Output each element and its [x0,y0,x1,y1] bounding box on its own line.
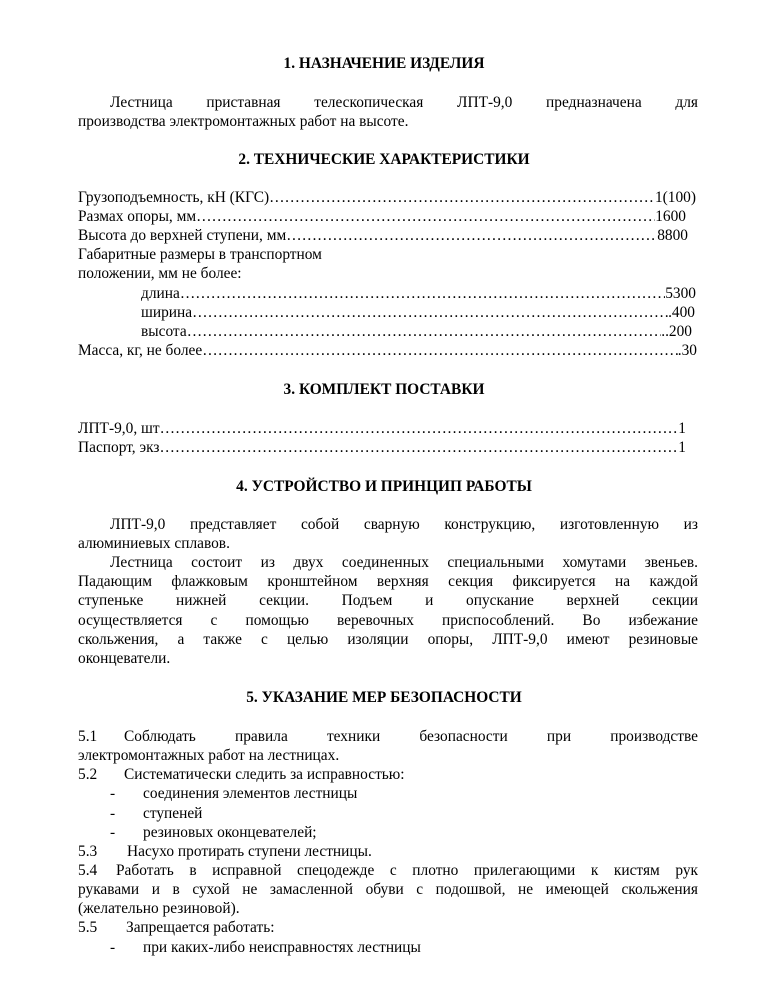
spec-value: ..200 [661,323,692,340]
spec-label: ширина [141,304,193,321]
sec4-p2-line-3: ступеньке нижней секции. Подъем и опускание верхней секции [78,592,698,609]
sec4-p2-line-1: Лестница состоит из двух соединенных специальными хомутами звеньев. [110,554,698,571]
item-text: Соблюдать правила техники безопасности при производстве [124,728,698,745]
bullet-dash: - [110,785,116,802]
dot-leader [159,439,678,457]
spec-value: 1(100) [654,189,696,206]
dot-leader [187,323,662,341]
item-5-1-line-1 [78,728,698,746]
spec-row-length [141,285,696,303]
bullet-text: ступеней [143,805,203,822]
sec4-p2-line-5: скольжения, а также с целью изоляции опоры, ЛПТ-9,0 имеют резиновые [78,631,698,648]
spec-label: Высота до верхней ступени, мм [78,227,287,244]
item-5-2 [78,766,698,784]
item-5-5 [78,919,698,937]
spec-label: Размах опоры, мм [78,208,197,225]
spec-value: .30 [677,342,697,359]
dot-leader [160,420,679,438]
spec-value: 8800 [657,227,688,244]
item-number: 5.1 [78,728,98,745]
spec-row-mass [78,342,697,360]
sec4-p1-line-2: алюминиевых сплавов. [78,535,230,552]
dot-leader [180,285,665,303]
kit-label: Паспорт, экз [78,439,160,456]
spec-row-height [78,227,688,245]
item-number: 5.5 [78,919,98,936]
item-number: 5.2 [78,766,98,783]
item-5-4-line-2: рукавами и в сухой не замасленной обуви с подошвой, не имеющей скольжения [78,881,698,898]
sec4-p2-line-4: осуществляется с помощью веревочных приспособлений. Во избежание [78,612,698,629]
item-number: 5.3 [78,843,98,860]
kit-value: 1 [678,420,686,437]
kit-row-ladder [78,420,686,438]
item-5-4-line-3: (желательно резиновой). [78,900,240,917]
sec4-p2-line-6: оконцеватели. [78,650,171,667]
spec-value: 1600 [655,208,686,225]
bullet-dash: - [110,824,116,841]
sec4-p1-line-1: ЛПТ-9,0 представляет собой сварную конструкцию, изготовленную из [110,516,698,533]
spec-label: Масса, кг, не более [78,342,203,359]
section-4-title: 4. УСТРОЙСТВО И ПРИНЦИП РАБОТЫ [236,478,532,495]
section-1-title: 1. НАЗНАЧЕНИЕ ИЗДЕЛИЯ [283,55,485,72]
bullet-faults [110,939,730,957]
item-number: 5.4 [78,862,98,879]
dot-leader [202,342,678,360]
item-text: Работать в исправной спецодежде с плотно прилегающими к кистям рук [116,862,698,879]
bullet-dash: - [110,805,116,822]
kit-value: 1 [678,439,686,456]
bullet-dash: - [110,939,116,956]
bullet-text: резиновых оконцевателей; [143,824,317,841]
item-text: Систематически следить за исправностью: [124,766,405,783]
item-text: Насухо протирать ступени лестницы. [127,843,372,860]
section-3-title: 3. КОМПЛЕКТ ПОСТАВКИ [283,381,485,398]
sec1-line-1: Лестница приставная телескопическая ЛПТ-9,0 предназначена для [110,94,698,111]
item-5-1-line-2: электромонтажных работ на лестницах. [78,747,340,764]
item-text: Запрещается работать: [126,919,275,936]
dot-leader [286,227,657,245]
bullet-joints [110,785,730,803]
spec-label: высота [141,323,187,340]
spec-value: 5300 [665,285,696,302]
item-5-4-line-1 [78,862,698,880]
kit-row-passport [78,439,686,457]
sec4-p2-line-2: Падающим флажковым кронштейном верхняя секция фиксируется на каждой [78,573,698,590]
spec-label: длина [141,285,180,302]
spec-row-height-dim [141,323,692,341]
spec-row-width [141,304,695,322]
spec-row-capacity [78,189,696,207]
bullet-steps [110,805,730,823]
kit-label: ЛПТ-9,0, шт [78,420,160,437]
dot-leader [192,304,668,322]
section-2-title: 2. ТЕХНИЧЕСКИЕ ХАРАКТЕРИСТИКИ [238,151,530,168]
sec1-line-2: производства электромонтажных работ на высоте. [78,113,409,130]
bullet-rubber-tips [110,824,730,842]
spec-dimensions-line-1: Габаритные размеры в транспортном [78,246,322,263]
item-5-3 [78,843,698,861]
spec-label: Грузоподъемность, кН (КГС) [78,189,270,206]
section-5-title: 5. УКАЗАНИЕ МЕР БЕЗОПАСНОСТИ [246,689,522,706]
bullet-text: при каких-либо неисправностях лестницы [143,939,421,956]
spec-value: .400 [668,304,695,321]
bullet-text: соединения элементов лестницы [143,785,358,802]
dot-leader [269,189,655,207]
dot-leader [196,208,655,226]
spec-row-span [78,208,686,226]
spec-dimensions-line-2: положении, мм не более: [78,265,242,282]
